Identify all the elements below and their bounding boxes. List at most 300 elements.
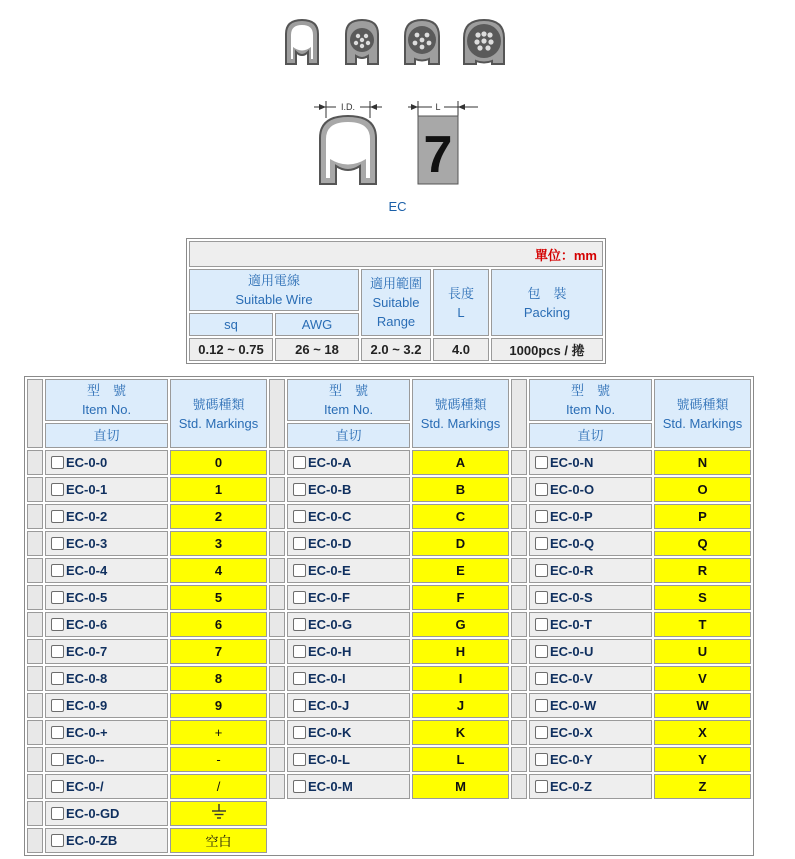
- group-gap: [27, 531, 43, 556]
- suitable-range-zh: 適用範圍: [369, 276, 422, 291]
- item-row[interactable]: [45, 504, 168, 529]
- select-checkbox[interactable]: [51, 618, 64, 631]
- item-row[interactable]: [287, 558, 410, 583]
- group-gap: [269, 612, 285, 637]
- item-number: EC-0-X: [550, 725, 593, 740]
- table-row: [27, 666, 751, 691]
- item-row[interactable]: [287, 585, 410, 610]
- select-checkbox[interactable]: [51, 483, 64, 496]
- std-markings-header-zh: 號碼種類: [676, 396, 729, 412]
- item-row[interactable]: [287, 639, 410, 664]
- group-gap: [27, 585, 43, 610]
- item-number: EC-0-P: [550, 509, 593, 524]
- std-markings-header-zh: 號碼種類: [192, 396, 245, 412]
- std-marking: [170, 477, 267, 502]
- spec-table: [186, 238, 606, 364]
- select-checkbox[interactable]: [293, 537, 306, 550]
- group-gap: [27, 666, 43, 691]
- packing-en: Packing: [523, 304, 571, 320]
- item-no-header-zh: 型 號: [570, 383, 610, 398]
- item-row[interactable]: [529, 531, 652, 556]
- std-marking: [412, 747, 509, 772]
- marking-value: 7: [214, 644, 223, 659]
- item-row[interactable]: [287, 720, 410, 745]
- suitable-wire-header: [189, 269, 359, 311]
- select-checkbox[interactable]: [293, 456, 306, 469]
- marking-value: U: [697, 644, 708, 659]
- std-marking: [170, 828, 267, 853]
- marking-value: T: [698, 617, 707, 632]
- table-row: [27, 477, 751, 502]
- item-number: EC-0-K: [308, 725, 352, 740]
- group-gap: [27, 720, 43, 745]
- marking-value: /: [216, 779, 221, 794]
- marking-value: I: [458, 671, 463, 686]
- group-gap: [269, 379, 285, 448]
- item-row[interactable]: [287, 693, 410, 718]
- marking-value: H: [455, 644, 466, 659]
- group-gap: [27, 639, 43, 664]
- id-dimension-label: I.D.: [340, 102, 356, 112]
- marker-profile-thick-wire-icon: [456, 14, 512, 70]
- table-row: [27, 585, 751, 610]
- item-row[interactable]: [45, 558, 168, 583]
- item-row[interactable]: [45, 720, 168, 745]
- std-markings-header-en: Std. Markings: [662, 415, 743, 431]
- item-number: EC-0-H: [308, 644, 352, 659]
- group-gap: [269, 585, 285, 610]
- item-row[interactable]: [45, 747, 168, 772]
- std-marking: [170, 558, 267, 583]
- group-gap: [27, 379, 43, 448]
- marking-value: A: [455, 455, 466, 470]
- table-row: [27, 504, 751, 529]
- table-row: [27, 450, 751, 475]
- group-gap: [511, 504, 527, 529]
- awg-header: AWG: [275, 313, 359, 336]
- item-row[interactable]: [529, 477, 652, 502]
- std-marking: [170, 693, 267, 718]
- item-number: EC-0-6: [66, 617, 108, 632]
- straight-cut-header: 直切: [287, 423, 410, 448]
- marking-value: 0: [214, 455, 223, 470]
- item-number: EC-0-I: [308, 671, 346, 686]
- awg-value: 26 ~ 18: [275, 338, 359, 361]
- std-marking: [412, 504, 509, 529]
- marking-value: V: [698, 671, 707, 686]
- item-number: EC-0-C: [308, 509, 352, 524]
- select-checkbox[interactable]: [535, 483, 548, 496]
- select-checkbox[interactable]: [535, 672, 548, 685]
- table-row: [27, 720, 751, 745]
- item-row[interactable]: [529, 639, 652, 664]
- item-no-header-en: Item No.: [323, 402, 374, 417]
- std-marking: [170, 504, 267, 529]
- marking-value: B: [455, 482, 466, 497]
- item-number: EC-0-1: [66, 482, 108, 497]
- marking-value: R: [697, 563, 708, 578]
- item-row[interactable]: [287, 774, 410, 799]
- std-markings-header-en: Std. Markings: [420, 415, 501, 431]
- select-checkbox[interactable]: [51, 780, 64, 793]
- group-gap: [269, 666, 285, 691]
- std-marking: [412, 612, 509, 637]
- group-gap: [511, 639, 527, 664]
- std-marking: [654, 558, 751, 583]
- group-gap: [511, 774, 527, 799]
- select-checkbox[interactable]: [535, 456, 548, 469]
- group-gap: [269, 477, 285, 502]
- item-number: EC-0-R: [550, 563, 594, 578]
- item-no-header-en: Item No.: [81, 402, 132, 417]
- item-row[interactable]: [529, 612, 652, 637]
- std-marking: [654, 693, 751, 718]
- group-gap: [27, 558, 43, 583]
- item-row[interactable]: [287, 747, 410, 772]
- group-gap: [27, 612, 43, 637]
- std-marking: [654, 531, 751, 556]
- select-checkbox[interactable]: [293, 672, 306, 685]
- table-row: [27, 558, 751, 583]
- select-checkbox[interactable]: [293, 510, 306, 523]
- item-number: EC-0-/: [66, 779, 104, 794]
- item-row[interactable]: [45, 531, 168, 556]
- packing-value: 1000pcs / 捲: [491, 338, 603, 361]
- item-number: EC-0-Z: [550, 779, 592, 794]
- item-number: EC-0-J: [308, 698, 350, 713]
- std-marking: [654, 585, 751, 610]
- select-checkbox[interactable]: [293, 564, 306, 577]
- item-table: [24, 376, 754, 856]
- select-checkbox[interactable]: [535, 564, 548, 577]
- select-checkbox[interactable]: [535, 537, 548, 550]
- select-checkbox[interactable]: [535, 780, 548, 793]
- item-number: EC-0-F: [308, 590, 350, 605]
- marking-value: J: [456, 698, 465, 713]
- std-marking: [170, 531, 267, 556]
- item-number: EC-0-G: [308, 617, 353, 632]
- group-gap: [269, 747, 285, 772]
- product-caption: EC: [388, 199, 407, 214]
- table-row: [27, 747, 751, 772]
- marking-value: +: [214, 725, 223, 740]
- item-row[interactable]: [45, 450, 168, 475]
- select-checkbox[interactable]: [293, 618, 306, 631]
- sq-header: sq: [189, 313, 273, 336]
- item-number: EC-0-Q: [550, 536, 595, 551]
- item-number: EC-0-A: [308, 455, 352, 470]
- select-checkbox[interactable]: [51, 456, 64, 469]
- ground-symbol-icon: [210, 804, 228, 820]
- item-row[interactable]: [529, 666, 652, 691]
- marker-illustrations: [276, 14, 516, 74]
- item-row[interactable]: [287, 450, 410, 475]
- std-marking: [170, 612, 267, 637]
- item-number: EC-0-B: [308, 482, 352, 497]
- group-gap: [269, 450, 285, 475]
- item-number: EC-0--: [66, 752, 105, 767]
- marking-value: S: [698, 590, 707, 605]
- item-row[interactable]: [287, 666, 410, 691]
- std-marking: [412, 639, 509, 664]
- item-number: EC-0-Y: [550, 752, 593, 767]
- select-checkbox[interactable]: [535, 645, 548, 658]
- item-row[interactable]: [45, 693, 168, 718]
- group-gap: [27, 747, 43, 772]
- group-gap: [511, 558, 527, 583]
- dimension-diagram: [308, 98, 488, 192]
- item-row[interactable]: [529, 450, 652, 475]
- item-number: EC-0-N: [550, 455, 594, 470]
- group-gap: [511, 747, 527, 772]
- item-number: EC-0-U: [550, 644, 594, 659]
- std-marking: [412, 666, 509, 691]
- select-checkbox[interactable]: [51, 726, 64, 739]
- item-row[interactable]: [529, 720, 652, 745]
- std-marking: [412, 774, 509, 799]
- item-row[interactable]: [45, 774, 168, 799]
- item-number: EC-0-7: [66, 644, 108, 659]
- table-row: [27, 774, 751, 799]
- item-row[interactable]: [529, 747, 652, 772]
- item-number: EC-0-E: [308, 563, 351, 578]
- group-gap: [511, 693, 527, 718]
- sample-digit: 7: [423, 126, 453, 184]
- item-number: EC-0-M: [308, 779, 353, 794]
- std-marking: [654, 720, 751, 745]
- marking-value: N: [697, 455, 708, 470]
- select-checkbox[interactable]: [51, 564, 64, 577]
- item-row[interactable]: [529, 585, 652, 610]
- empty-cell: [269, 828, 751, 853]
- group-gap: [269, 693, 285, 718]
- std-marking: [412, 558, 509, 583]
- select-checkbox[interactable]: [535, 726, 548, 739]
- item-no-header-zh: 型 號: [86, 383, 126, 398]
- group-gap: [511, 379, 527, 448]
- group-gap: [27, 504, 43, 529]
- select-checkbox[interactable]: [51, 537, 64, 550]
- item-number: EC-0-O: [550, 482, 595, 497]
- marker-profile-medium-wire-icon: [396, 14, 448, 70]
- item-number: EC-0-3: [66, 536, 108, 551]
- group-gap: [269, 558, 285, 583]
- length-header: [433, 269, 489, 336]
- suitable-range-en2: Range: [376, 314, 416, 329]
- marking-value: K: [455, 725, 466, 740]
- suitable-range-header: [361, 269, 431, 336]
- select-checkbox[interactable]: [51, 807, 64, 820]
- std-markings-header-zh: 號碼種類: [434, 396, 487, 412]
- marking-value: W: [696, 698, 709, 713]
- item-no-header-en: Item No.: [565, 402, 616, 417]
- group-gap: [27, 477, 43, 502]
- item-no-header-zh: 型 號: [328, 383, 368, 398]
- marking-value: 6: [214, 617, 223, 632]
- select-checkbox[interactable]: [293, 645, 306, 658]
- select-checkbox[interactable]: [293, 753, 306, 766]
- marking-value: 3: [214, 536, 223, 551]
- select-checkbox[interactable]: [535, 591, 548, 604]
- item-row[interactable]: [529, 558, 652, 583]
- marking-value: Y: [698, 752, 707, 767]
- std-marking: [412, 720, 509, 745]
- marking-value: 2: [214, 509, 223, 524]
- group-gap: [27, 828, 43, 853]
- marker-profile-thin-wire-icon: [336, 14, 388, 70]
- item-row[interactable]: [529, 774, 652, 799]
- marking-value: 8: [214, 671, 223, 686]
- item-number: EC-0-5: [66, 590, 108, 605]
- std-marking: [412, 450, 509, 475]
- item-number: EC-0-8: [66, 671, 108, 686]
- select-checkbox[interactable]: [51, 753, 64, 766]
- std-marking: [412, 585, 509, 610]
- table-row: [27, 639, 751, 664]
- marking-value: X: [698, 725, 707, 740]
- suitable-range-en1: Suitable: [372, 295, 420, 310]
- item-number: EC-0-9: [66, 698, 108, 713]
- select-checkbox[interactable]: [293, 699, 306, 712]
- item-number: EC-0-GD: [66, 806, 120, 821]
- std-marking: [170, 747, 267, 772]
- item-number: EC-0-T: [550, 617, 592, 632]
- item-row[interactable]: [45, 639, 168, 664]
- marking-value: P: [698, 509, 707, 524]
- length-zh: 長度: [447, 285, 474, 301]
- select-checkbox[interactable]: [293, 726, 306, 739]
- item-row[interactable]: [287, 612, 410, 637]
- item-no-header: [45, 379, 168, 421]
- item-row[interactable]: [45, 612, 168, 637]
- marking-value: M: [455, 779, 466, 794]
- select-checkbox[interactable]: [51, 672, 64, 685]
- group-gap: [269, 639, 285, 664]
- marking-value: Q: [697, 536, 708, 551]
- group-gap: [269, 774, 285, 799]
- table-row: [27, 828, 751, 853]
- item-no-header: [287, 379, 410, 421]
- group-gap: [27, 693, 43, 718]
- marking-value: C: [455, 509, 466, 524]
- item-row[interactable]: [45, 666, 168, 691]
- item-number: EC-0-+: [66, 725, 108, 740]
- std-marking: [654, 774, 751, 799]
- std-marking: [654, 450, 751, 475]
- select-checkbox[interactable]: [51, 699, 64, 712]
- packing-zh: 包 裝: [527, 285, 567, 301]
- group-gap: [511, 477, 527, 502]
- group-gap: [511, 666, 527, 691]
- marking-value: D: [455, 536, 466, 551]
- suitable-wire-en: Suitable Wire: [235, 292, 313, 307]
- item-number: EC-0-V: [550, 671, 593, 686]
- group-gap: [269, 720, 285, 745]
- marking-value: L: [456, 752, 465, 767]
- marking-value: F: [456, 590, 465, 605]
- std-marking: [654, 639, 751, 664]
- std-marking: [654, 477, 751, 502]
- marking-value: Z: [698, 779, 707, 794]
- group-gap: [511, 612, 527, 637]
- marking-value: 1: [214, 482, 223, 497]
- item-row[interactable]: [45, 585, 168, 610]
- item-row[interactable]: [45, 828, 168, 853]
- select-checkbox[interactable]: [293, 591, 306, 604]
- item-row[interactable]: [287, 531, 410, 556]
- item-number: EC-0-ZB: [66, 833, 118, 848]
- length-en: L: [457, 304, 465, 320]
- item-number: EC-0-4: [66, 563, 108, 578]
- std-marking: [170, 639, 267, 664]
- select-checkbox[interactable]: [51, 834, 64, 847]
- marking-value: 9: [214, 698, 223, 713]
- packing-header: [491, 269, 603, 336]
- straight-cut-header: 直切: [45, 423, 168, 448]
- marking-value: 4: [214, 563, 223, 578]
- select-checkbox[interactable]: [293, 780, 306, 793]
- range-value: 2.0 ~ 3.2: [361, 338, 431, 361]
- std-marking: [412, 477, 509, 502]
- std-marking: [170, 801, 267, 826]
- item-no-header: [529, 379, 652, 421]
- suitable-wire-zh: 適用電線: [247, 273, 300, 288]
- std-markings-header: [170, 379, 267, 448]
- item-row[interactable]: [45, 477, 168, 502]
- group-gap: [27, 450, 43, 475]
- item-row[interactable]: [45, 801, 168, 826]
- item-number: EC-0-W: [550, 698, 597, 713]
- item-row[interactable]: [287, 477, 410, 502]
- std-marking: [654, 612, 751, 637]
- select-checkbox[interactable]: [293, 483, 306, 496]
- std-marking: [170, 450, 267, 475]
- item-row[interactable]: [529, 693, 652, 718]
- item-number: EC-0-S: [550, 590, 593, 605]
- marker-profile-empty-icon: [276, 14, 328, 70]
- std-marking: [654, 666, 751, 691]
- marking-value: 5: [214, 590, 223, 605]
- select-checkbox[interactable]: [535, 753, 548, 766]
- marking-value: O: [697, 482, 708, 497]
- std-markings-header: [412, 379, 509, 448]
- std-marking: [170, 720, 267, 745]
- empty-cell: [269, 801, 751, 826]
- select-checkbox[interactable]: [535, 618, 548, 631]
- select-checkbox[interactable]: [535, 699, 548, 712]
- group-gap: [27, 801, 43, 826]
- select-checkbox[interactable]: [51, 591, 64, 604]
- group-gap: [511, 585, 527, 610]
- std-marking: [170, 666, 267, 691]
- marking-value: G: [455, 617, 466, 632]
- group-gap: [269, 531, 285, 556]
- group-gap: [511, 720, 527, 745]
- std-markings-header: [654, 379, 751, 448]
- item-number: EC-0-2: [66, 509, 108, 524]
- item-row[interactable]: [287, 504, 410, 529]
- unit-label: 單位：mm: [189, 241, 603, 267]
- item-row[interactable]: [529, 504, 652, 529]
- sq-value: 0.12 ~ 0.75: [189, 338, 273, 361]
- std-marking: [412, 693, 509, 718]
- group-gap: [269, 504, 285, 529]
- item-number: EC-0-D: [308, 536, 352, 551]
- select-checkbox[interactable]: [51, 645, 64, 658]
- select-checkbox[interactable]: [51, 510, 64, 523]
- select-checkbox[interactable]: [535, 510, 548, 523]
- marking-value: E: [456, 563, 465, 578]
